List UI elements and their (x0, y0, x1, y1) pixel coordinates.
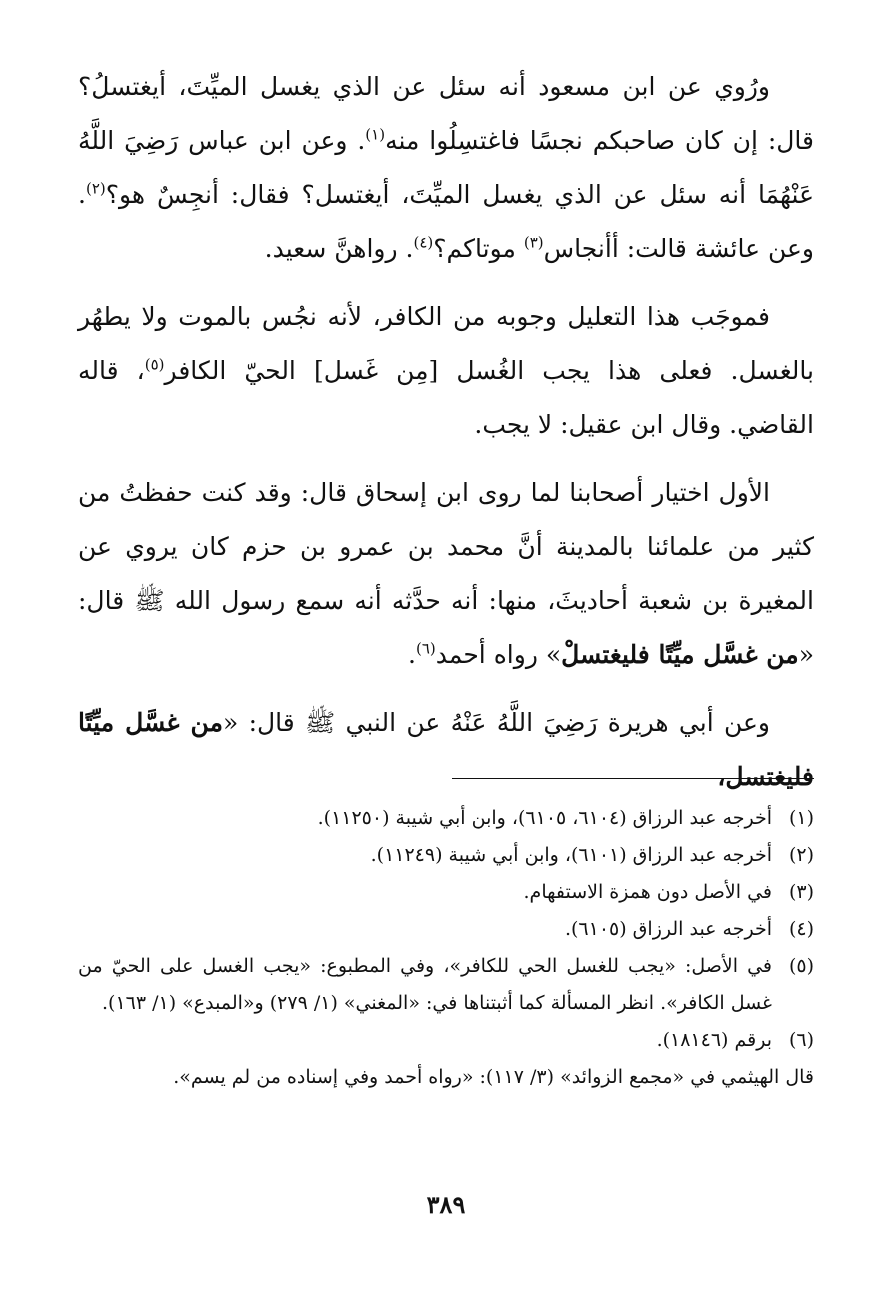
paragraph-3 (78, 466, 814, 682)
footnotes (78, 800, 814, 1096)
footnote-text: في الأصل: «يجب للغسل الحي للكافر»، وفي المطبوع: «يجب الغسل على الحيّ من غسل الكافر». انظر المسألة كما أثبتناها في: «المغني» (١/ ٢٧٩) و«المبدع» (١/ ١٦٣). (78, 955, 772, 1014)
footnote-4 (78, 911, 814, 948)
footnote-number: (٢) (788, 844, 814, 866)
footnote-6-continuation (78, 1059, 814, 1096)
footnote-number: (٥) (788, 955, 814, 977)
paragraph-1 (78, 60, 814, 276)
footnote-text: أخرجه عبد الرزاق (٦١٠٤، ٦١٠٥)، وابن أبي شيبة (١١٢٥٠). (317, 807, 772, 829)
footnote-number: (١) (788, 807, 814, 829)
hadith-quote: من غسَّل ميِّتًا فليغتسلْ (561, 640, 799, 669)
paragraph-text: وعن أبي هريرة رَضِيَ اللَّهُ عَنْهُ عن النبي ﷺ قال: « (222, 708, 771, 737)
footnote-number: (٣) (788, 881, 814, 903)
footnote-6 (78, 1022, 814, 1059)
footnote-number: (٤) (788, 918, 814, 940)
footnote-text: أخرجه عبد الرزاق (٦١٠٥). (564, 918, 772, 940)
footnote-separator (452, 778, 814, 779)
footnote-text: برقم (١٨١٤٦). (656, 1029, 772, 1051)
main-text (78, 60, 814, 818)
footnote-text: في الأصل دون همزة الاستفهام. (523, 881, 772, 903)
paragraph-text: . وعن عائشة قالت: أأنجاس (78, 180, 814, 263)
paragraph-text: . (408, 640, 416, 669)
footnote-text: أخرجه عبد الرزاق (٦١٠١)، وابن أبي شيبة (١١٢٤٩). (370, 844, 772, 866)
paragraph-text: فموجَب هذا التعليل وجوبه من الكافر، لأنه نجُس بالموت ولا يطهُر بالغسل. فعلى هذا يجب الغُسل [مِن غَسل] الحيّ الكافر (78, 302, 814, 385)
paragraph-text: . وعن ابن عباس رَضِيَ اللَّهُ عَنْهُمَا أنه سئل عن الذي يغسل الميِّتَ، أيغتسل؟ فقال: أنجِسٌ هو؟ (78, 126, 814, 209)
paragraph-2 (78, 290, 814, 452)
paragraph-4 (78, 696, 814, 804)
footnote-ref-4[interactable]: (٤) (413, 233, 434, 252)
footnote-1 (78, 800, 814, 837)
footnote-2 (78, 837, 814, 874)
paragraph-text: ، قاله القاضي. وقال ابن عقيل: لا يجب. (78, 356, 814, 439)
hadith-quote: من غسَّل ميِّتًا فليغتسل، (78, 708, 814, 791)
paragraph-text: . رواهنَّ سعيد. (264, 234, 414, 263)
footnote-5 (78, 948, 814, 1022)
paragraph-text: الأول اختيار أصحابنا لما روى ابن إسحاق قال: وقد كنت حفظتُ من كثير من علمائنا بالمدينة أنَّ محمد بن عمرو بن حزم كان يروي عن المغيرة بن شعبة أحاديثَ، منها: أنه حدَّثه أنه سمع رسول الله ﷺ قال: « (78, 478, 814, 669)
paragraph-text: موتاكم؟ (433, 234, 524, 263)
footnote-3 (78, 874, 814, 911)
footnote-text: قال الهيثمي في «مجمع الزوائد» (٣/ ١١٧): «رواه أحمد وفي إسناده من لم يسم». (173, 1066, 814, 1088)
paragraph-text: » رواه أحمد (435, 640, 562, 669)
footnote-ref-3[interactable]: (٣) (523, 233, 544, 252)
footnote-number: (٦) (788, 1029, 814, 1051)
page-number: ٣٨٩ (426, 1190, 466, 1219)
footnote-ref-5[interactable]: (٥) (144, 355, 165, 374)
footnote-ref-2[interactable]: (٢) (85, 179, 106, 198)
footnote-ref-1[interactable]: (١) (365, 125, 386, 144)
footnote-ref-6[interactable]: (٦) (416, 639, 436, 658)
paragraph-text: ورُوي عن ابن مسعود أنه سئل عن الذي يغسل الميِّتَ، أيغتسلُ؟ قال: إن كان صاحبكم نجسًا فاغتسِلُوا منه (78, 72, 814, 155)
